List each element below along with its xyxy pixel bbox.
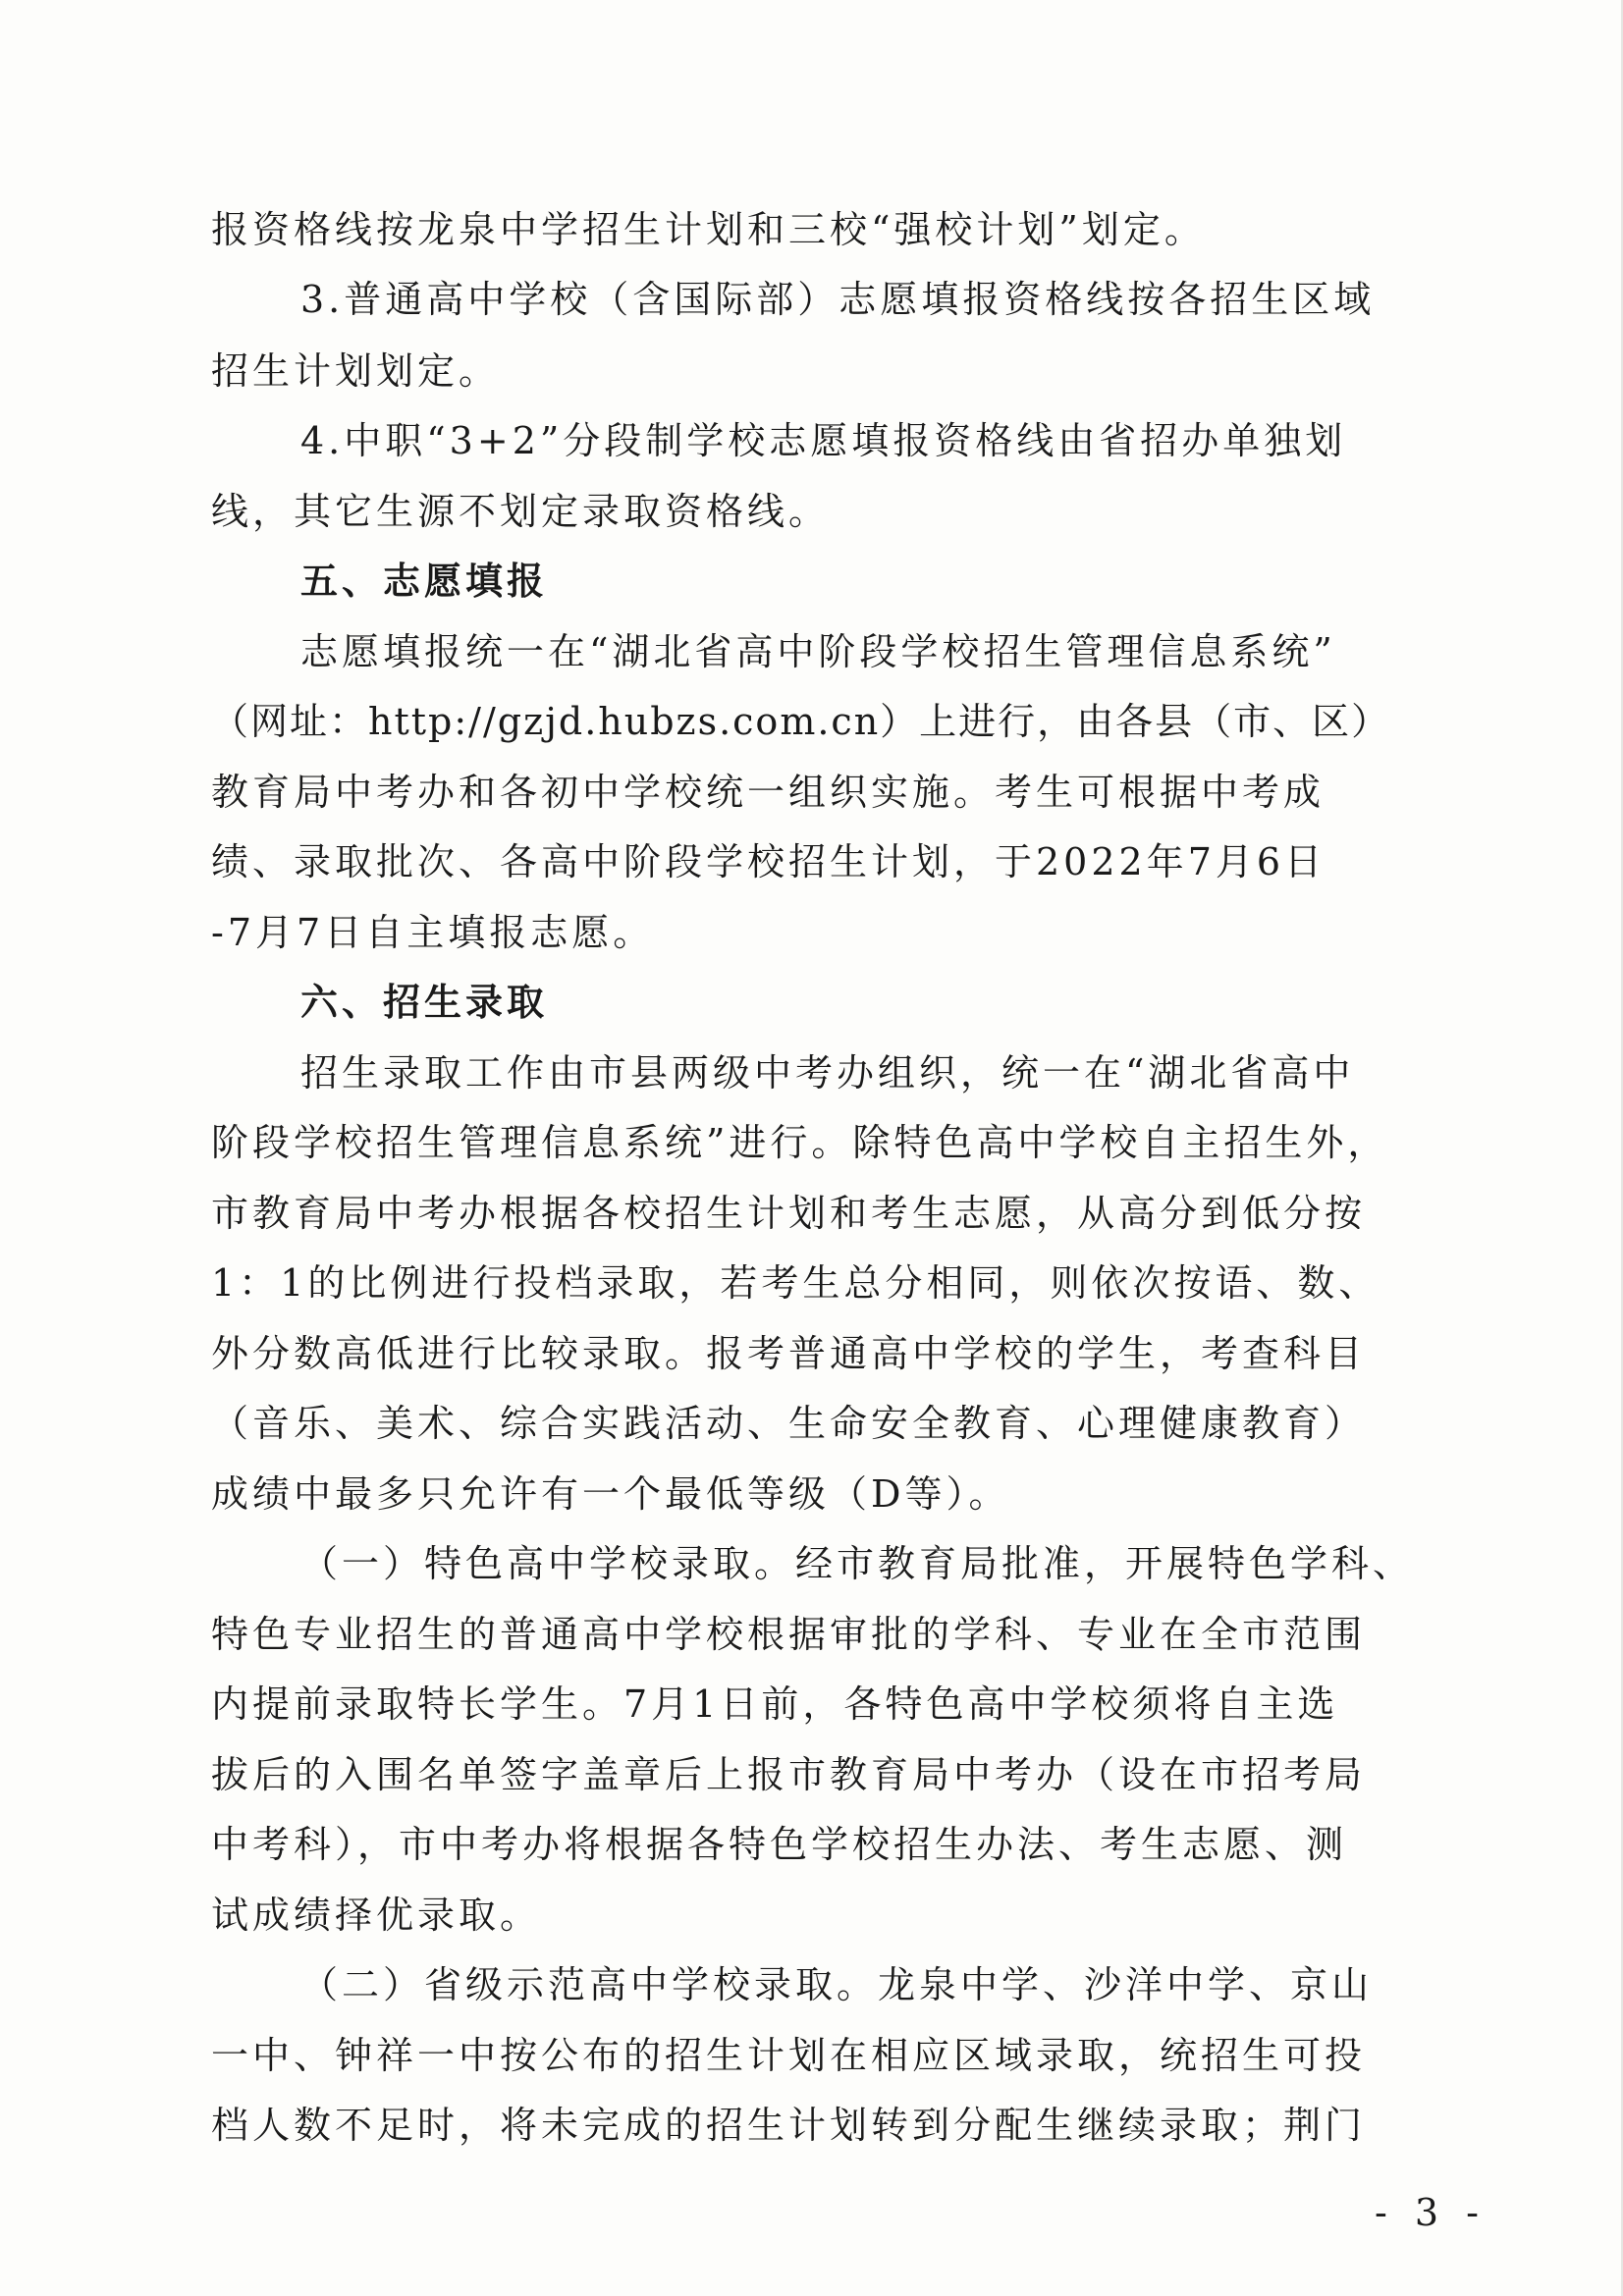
text-line: 志愿填报统一在“湖北省高中阶段学校招生管理信息系统” (300, 630, 1336, 673)
text-line: 招生录取工作由市县两级中考办组织，统一在“湖北省高中 (300, 1051, 1355, 1095)
section-heading: 六、招生录取 (300, 981, 549, 1024)
text-line: 市教育局中考办根据各校招生计划和考生志愿，从高分到低分按 (211, 1192, 1367, 1235)
text-line: 一中、钟祥一中按公布的招生计划在相应区域录取，统招生可投 (211, 2034, 1367, 2077)
text-line: （网址：http://gzjd.hubzs.com.cn）上进行，由各县（市、区） (211, 700, 1391, 743)
text-line: 特色专业招生的普通高中学校根据审批的学科、专业在全市范围 (211, 1613, 1367, 1656)
text-line: 阶段学校招生管理信息系统”进行。除特色高中学校自主招生外， (211, 1121, 1389, 1164)
text-line: （一）特色高中学校录取。经市教育局批准，开展特色学科、 (300, 1542, 1415, 1585)
text-line: 线，其它生源不划定录取资格线。 (211, 490, 831, 533)
text-line: -7月7日自主填报志愿。 (211, 911, 655, 954)
text-line: 内提前录取特长学生。7月1日前，各特色高中学校须将自主选 (211, 1682, 1339, 1726)
text-line: 教育局中考办和各初中学校统一组织实施。考生可根据中考成 (211, 771, 1325, 814)
text-line: 档人数不足时，将未完成的招生计划转到分配生继续录取；荆门 (211, 2104, 1367, 2147)
text-line: 4.中职“3+2”分段制学校志愿填报资格线由省招办单独划 (300, 419, 1347, 462)
text-line: 3.普通高中学校（含国际部）志愿填报资格线按各招生区域 (300, 278, 1376, 321)
section-heading: 五、志愿填报 (300, 560, 549, 603)
text-line: 外分数高低进行比较录取。报考普通高中学校的学生，考查科目 (211, 1332, 1367, 1375)
text-line: （音乐、美术、综合实践活动、生命安全教育、心理健康教育） (211, 1402, 1367, 1445)
text-line: 绩、录取批次、各高中阶段学校招生计划，于2022年7月6日 (211, 840, 1326, 883)
text-line: 试成绩择优录取。 (211, 1894, 542, 1937)
text-line: 招生计划划定。 (211, 349, 501, 393)
text-line: 成绩中最多只允许有一个最低等级（D等）。 (211, 1472, 1010, 1516)
text-line: （二）省级示范高中学校录取。龙泉中学、沙洋中学、京山 (300, 1963, 1374, 2006)
text-line: 中考科），市中考办将根据各特色学校招生办法、考生志愿、测 (211, 1823, 1348, 1866)
text-line: 报资格线按龙泉中学招生计划和三校“强校计划”划定。 (211, 208, 1206, 251)
text-line: 拔后的入围名单签字盖章后上报市教育局中考办（设在市招考局 (211, 1753, 1367, 1796)
page-number: - 3 - (1375, 2191, 1488, 2234)
text-line: 1：1的比例进行投档录取，若考生总分相同，则依次按语、数、 (211, 1261, 1380, 1305)
